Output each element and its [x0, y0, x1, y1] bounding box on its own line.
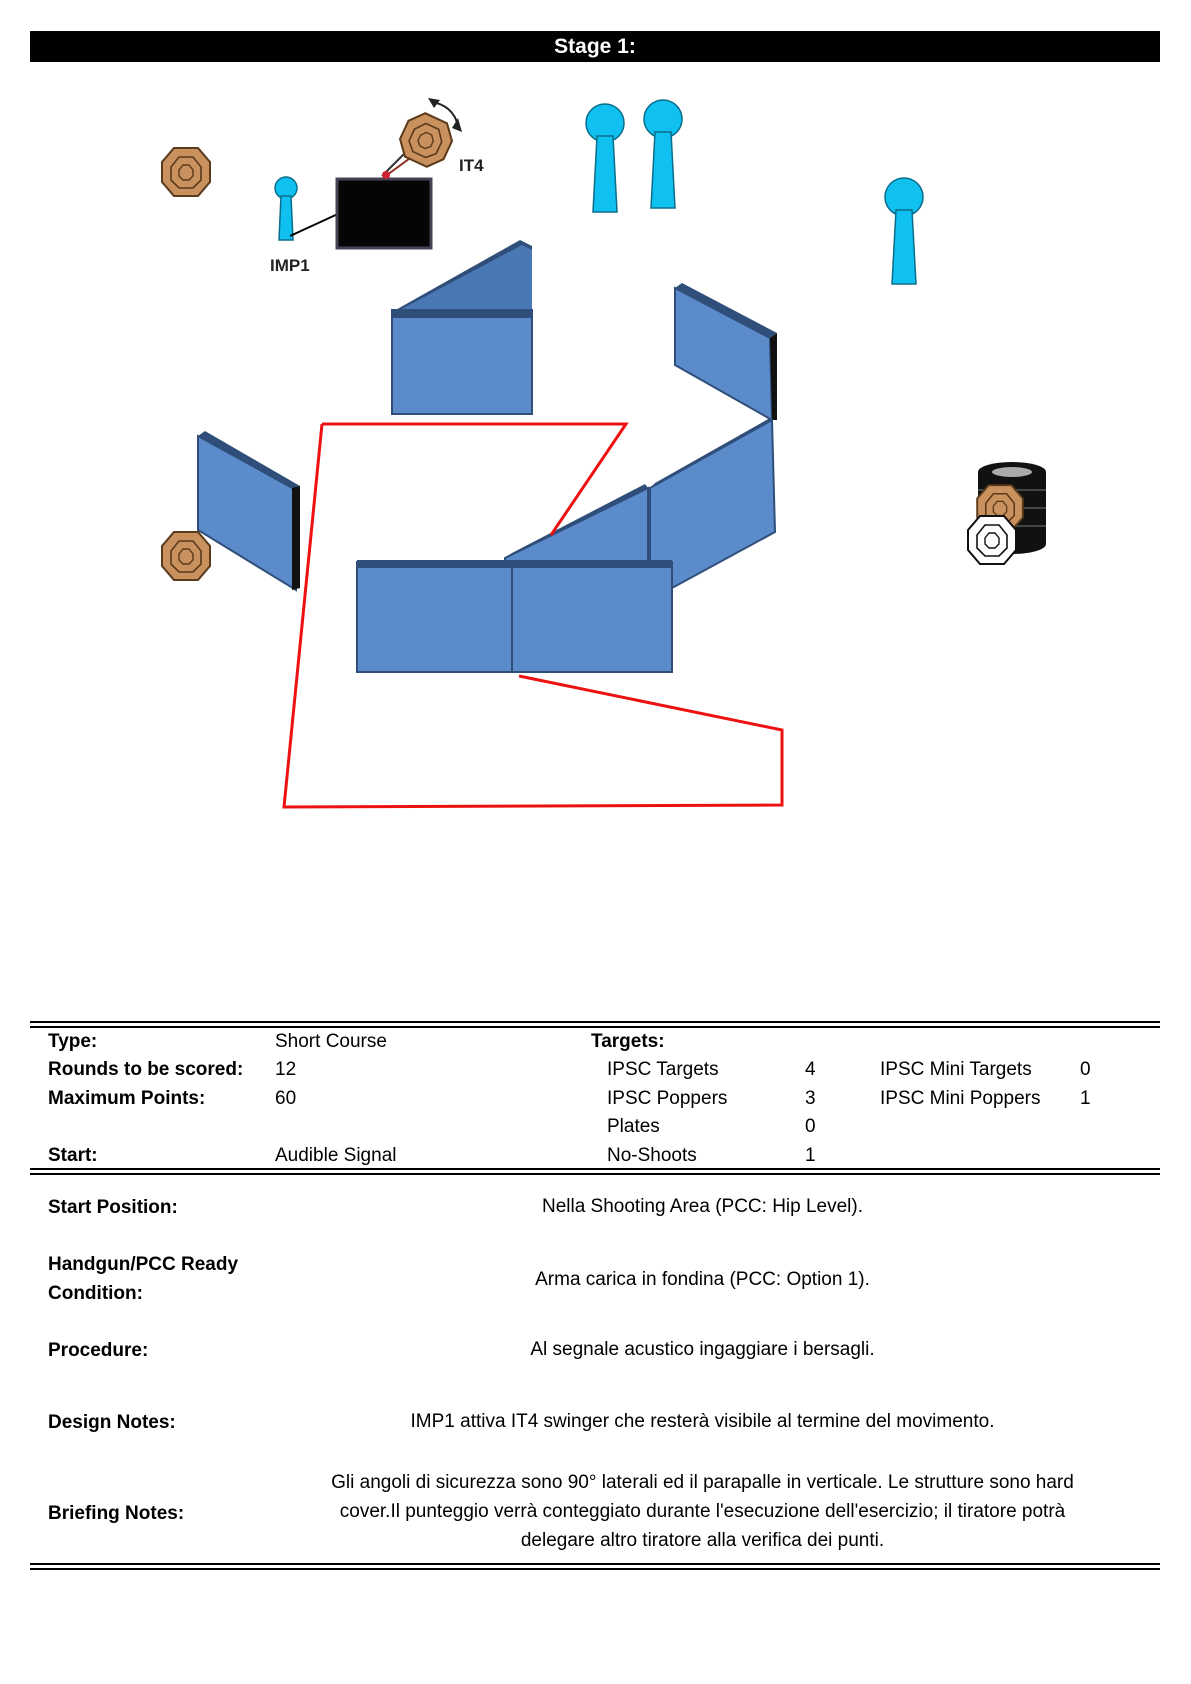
target-value-mini-poppers: 1: [1080, 1088, 1091, 1109]
target-label-no-shoots: No-Shoots: [607, 1145, 697, 1166]
imp1-link-line: [290, 213, 340, 236]
ipsc-target-left: [162, 532, 210, 580]
no-shoot-target: [968, 516, 1016, 564]
start-position-value: Nella Shooting Area (PCC: Hip Level).: [541, 1196, 864, 1217]
wall-left: [198, 431, 300, 590]
target-label-ipsc-poppers: IPSC Poppers: [607, 1088, 728, 1109]
targets-label: Targets:: [591, 1031, 665, 1052]
target-value-ipsc-poppers: 3: [805, 1088, 816, 1109]
procedure-label: Procedure:: [48, 1340, 149, 1361]
label-imp1: IMP1: [270, 256, 310, 275]
activator-box: [337, 179, 431, 248]
target-label-ipsc-targets: IPSC Targets: [607, 1059, 719, 1080]
briefing-notes-label: Briefing Notes:: [48, 1503, 185, 1524]
stage-diagram: [0, 70, 1191, 970]
rule-mid-1: [30, 1168, 1160, 1170]
popper-3: [885, 178, 923, 284]
rule-bottom-1: [30, 1563, 1160, 1565]
wall-bottom-center: [357, 560, 672, 672]
design-notes-value: IMP1 attiva IT4 swinger che resterà visibile al termine del movimento.: [410, 1411, 995, 1432]
rule-top-2: [30, 1026, 1160, 1028]
mini-popper-imp1: [275, 177, 297, 240]
start-position-label: Start Position:: [48, 1197, 178, 1218]
target-label-mini-targets: IPSC Mini Targets: [880, 1059, 1032, 1080]
rule-mid-2: [30, 1173, 1160, 1175]
target-value-mini-targets: 0: [1080, 1059, 1091, 1080]
rule-bottom-2: [30, 1568, 1160, 1570]
stage-title: Stage 1:: [30, 31, 1160, 62]
start-value: Audible Signal: [275, 1145, 397, 1166]
ready-condition-label-line1: Handgun/PCC Ready: [48, 1254, 239, 1275]
popper-1: [586, 104, 624, 212]
rounds-value: 12: [275, 1059, 297, 1080]
target-label-mini-poppers: IPSC Mini Poppers: [880, 1088, 1041, 1109]
max-points-value: 60: [275, 1088, 297, 1109]
rule-top-1: [30, 1021, 1160, 1023]
target-label-plates: Plates: [607, 1116, 660, 1137]
briefing-notes-line1: Gli angoli di sicurezza sono 90° laterali ed il parapalle in verticale. Le strutture sono hard: [331, 1472, 1074, 1493]
ipsc-target-top-left: [162, 148, 210, 196]
label-it4: IT4: [459, 156, 484, 175]
wall-top-center: [392, 240, 532, 414]
type-value: Short Course: [275, 1031, 387, 1052]
max-points-label: Maximum Points:: [48, 1088, 206, 1109]
briefing-notes-line2: cover.Il punteggio verrà conteggiato durante l'esecuzione dell'esercizio; il tiratore potrà: [339, 1501, 1066, 1522]
target-value-ipsc-targets: 4: [805, 1059, 816, 1080]
ready-condition-label-line2: Condition:: [48, 1283, 143, 1304]
target-value-plates: 0: [805, 1116, 816, 1137]
target-value-no-shoots: 1: [805, 1145, 816, 1166]
start-label: Start:: [48, 1145, 98, 1166]
rounds-label: Rounds to be scored:: [48, 1059, 244, 1080]
ready-condition-value: Arma carica in fondina (PCC: Option 1).: [535, 1269, 870, 1290]
procedure-value: Al segnale acustico ingaggiare i bersagli.: [530, 1339, 875, 1360]
popper-2: [644, 100, 682, 208]
briefing-notes-line3: delegare altro tiratore alla verifica dei punti.: [520, 1530, 885, 1551]
type-label: Type:: [48, 1031, 98, 1052]
design-notes-label: Design Notes:: [48, 1412, 176, 1433]
wall-right-angled: [650, 283, 777, 600]
